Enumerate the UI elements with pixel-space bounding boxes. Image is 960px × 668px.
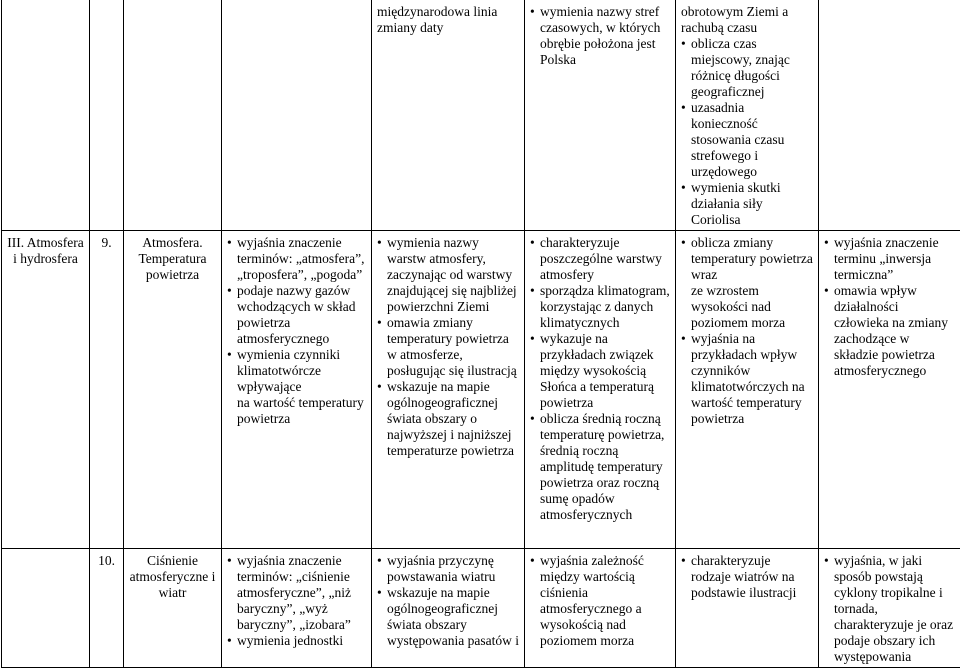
list-item: • oblicza średnią roczną temperaturę powietrza, średnią roczną amplitudę temperatury powietrza oraz roczną sumę opadów atmosferycznych — [530, 411, 670, 523]
text-line: na wartość temperatury powietrza — [227, 395, 366, 427]
list-item: • omawia zmiany temperatury powietrza w atmosferze, posługując się ilustracją — [377, 315, 519, 379]
requirements-cell — [819, 231, 960, 549]
requirements-list — [530, 4, 670, 68]
list-item: • wymienia czynniki klimatotwórcze wpływające — [227, 347, 366, 395]
text-line: ze wzrostem wysokości nad poziomem morza — [681, 283, 813, 331]
requirements-cell — [676, 0, 819, 231]
curriculum-table — [1, 0, 960, 668]
list-item: • wskazuje na mapie ogólnogeograficznej świata obszary występowania pasatów i — [377, 585, 519, 649]
list-item: • wymienia nazwy warstw atmosfery, zaczynając od warstwy znajdującej się najbliżej powierzchni Ziemi — [377, 235, 519, 315]
requirements-list — [681, 553, 813, 601]
table-row — [2, 231, 960, 549]
requirements-cell — [819, 549, 960, 668]
list-item: • omawia wpływ działalności człowieka na zmiany zachodzące w składzie powietrza atmosferycznego — [824, 283, 955, 379]
requirements-list — [227, 235, 366, 427]
list-item: • wymienia skutki działania siły Coriolisa — [681, 180, 813, 228]
table-row — [2, 0, 960, 231]
requirements-list — [824, 235, 955, 379]
requirements-cell — [676, 549, 819, 668]
requirements-cell — [676, 231, 819, 549]
requirements-cell — [372, 0, 525, 231]
requirements-cell — [525, 549, 676, 668]
list-item: • sporządza klimatogram, korzystając z danych klimatycznych — [530, 283, 670, 331]
list-item: • wymienia jednostki — [227, 633, 366, 649]
requirements-list — [377, 4, 519, 36]
requirements-cell — [372, 549, 525, 668]
requirements-list — [824, 553, 955, 665]
list-item: • wyjaśnia, w jaki sposób powstają cyklony tropikalne i tornada, charakteryzuje je oraz podaje obszary ich występowania — [824, 553, 955, 665]
lesson-number-cell: 9. — [90, 231, 124, 549]
list-item: • wymienia nazwy stref czasowych, w których obrębie położona jest Polska — [530, 4, 670, 68]
requirements-cell — [222, 0, 372, 231]
list-item: • uzasadnia konieczność stosowania czasu strefowego i urzędowego — [681, 100, 813, 180]
list-item: • wyjaśnia znaczenie terminu „inwersja termiczna” — [824, 235, 955, 283]
requirements-list — [681, 235, 813, 427]
topic-cell: Atmosfera. Temperatura powietrza — [124, 231, 222, 549]
list-item: • wyjaśnia zależność między wartością ciśnienia atmosferycznego a wysokością nad poziomem morza — [530, 553, 670, 649]
requirements-cell — [222, 549, 372, 668]
list-item: • podaje nazwy gazów wchodzących w skład powietrza atmosferycznego — [227, 283, 366, 347]
requirements-list — [227, 553, 366, 649]
requirements-list — [377, 235, 519, 459]
section-cell — [2, 0, 90, 231]
list-item: • oblicza zmiany temperatury powietrza wraz — [681, 235, 813, 283]
list-item: • wskazuje na mapie ogólnogeograficznej świata obszary o najwyższej i najniższej temperaturze powietrza — [377, 379, 519, 459]
list-item: • oblicza czas miejscowy, znając różnicę długości geograficznej — [681, 36, 813, 100]
requirements-cell — [525, 231, 676, 549]
topic-cell: Ciśnienie atmosferyczne i wiatr — [124, 549, 222, 668]
requirements-list — [377, 553, 519, 649]
requirements-cell — [372, 231, 525, 549]
list-item: • wyjaśnia znaczenie terminów: „ciśnienie atmosferyczne”, „niż baryczny”, „wyż baryczny”, „izobara” — [227, 553, 366, 633]
topic-cell — [124, 0, 222, 231]
table-row — [2, 549, 960, 668]
requirements-list — [530, 553, 670, 649]
requirements-list — [530, 235, 670, 523]
list-item: • wyjaśnia przyczynę powstawania wiatru — [377, 553, 519, 585]
list-item: • wyjaśnia na przykładach wpływ czynników klimatotwórczych na wartość temperatury powietrza — [681, 331, 813, 427]
requirements-list — [681, 4, 813, 228]
requirements-cell — [222, 231, 372, 549]
list-item: • wykazuje na przykładach związek między wysokością Słońca a temperaturą powietrza — [530, 331, 670, 411]
text-line: obrotowym Ziemi a rachubą czasu — [681, 4, 813, 36]
lesson-number-cell: 10. — [90, 549, 124, 668]
requirements-cell — [819, 0, 960, 231]
list-item: • charakteryzuje rodzaje wiatrów na podstawie ilustracji — [681, 553, 813, 601]
list-item: • wyjaśnia znaczenie terminów: „atmosfera”, „troposfera”, „pogoda” — [227, 235, 366, 283]
section-cell: III. Atmosfera i hydrosfera — [2, 231, 90, 549]
lesson-number-cell — [90, 0, 124, 231]
text-line: międzynarodowa linia zmiany daty — [377, 4, 519, 36]
section-cell — [2, 549, 90, 668]
requirements-cell — [525, 0, 676, 231]
list-item: • charakteryzuje poszczególne warstwy atmosfery — [530, 235, 670, 283]
